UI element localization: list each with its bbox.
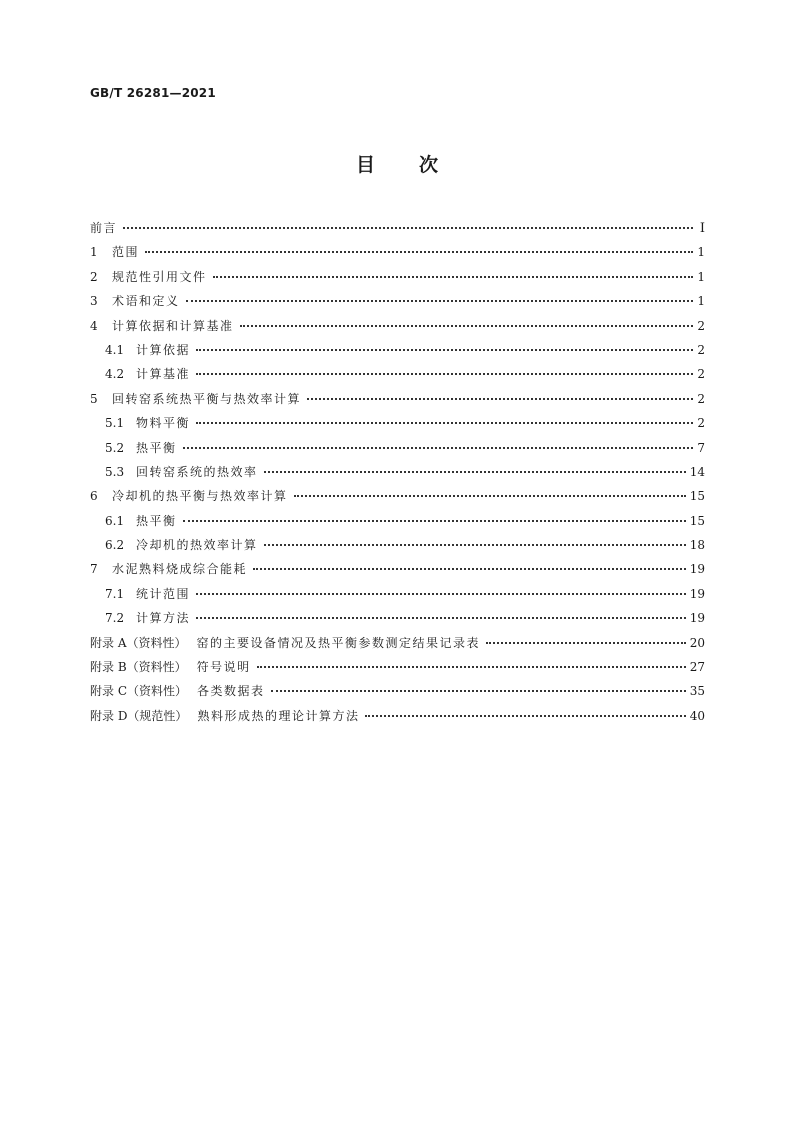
toc-entry-page: 2	[697, 391, 705, 406]
toc-leader-dots	[196, 616, 686, 619]
toc-entry-7-2[interactable]	[90, 606, 705, 630]
toc-entry-5-1[interactable]	[90, 411, 705, 435]
toc-annex-label: 附录 C（资料性）	[90, 684, 187, 699]
toc-entry-page: 35	[689, 684, 705, 699]
toc-leader-dots	[253, 567, 686, 570]
toc-entry-7[interactable]	[90, 557, 705, 581]
toc-entry-text: 计算依据和计算基准	[112, 318, 234, 333]
toc-entry-number: 2	[90, 269, 98, 284]
toc-entry-text: 范围	[112, 245, 140, 260]
toc-entry-foreword[interactable]	[90, 216, 705, 240]
toc-entry-text: 计算基准	[136, 367, 191, 382]
toc-entry-text: 熟料形成热的理论计算方法	[197, 708, 360, 723]
toc-leader-dots	[294, 494, 686, 497]
toc-entry-3[interactable]	[90, 289, 705, 313]
toc-entry-2[interactable]	[90, 265, 705, 289]
toc-entry-number: 5.1	[105, 416, 125, 431]
toc-leader-dots	[196, 592, 686, 595]
toc-entry-page: 1	[697, 294, 705, 309]
toc-entry-page: 2	[697, 367, 705, 382]
toc-leader-dots	[271, 689, 686, 692]
toc-entry-number: 4.1	[105, 342, 125, 357]
toc-entry-text: 规范性引用文件	[112, 269, 207, 284]
toc-leader-dots	[264, 470, 686, 473]
toc-entry-text: 统计范围	[136, 586, 191, 601]
standard-code: GB/T 26281—2021	[90, 86, 216, 100]
toc-entry-7-1[interactable]	[90, 582, 705, 606]
toc-entry-4[interactable]	[90, 314, 705, 338]
toc-entry-6-2[interactable]	[90, 533, 705, 557]
toc-entry-page: 2	[697, 342, 705, 357]
toc-entry-page: 19	[689, 611, 705, 626]
toc-entry-number: 3	[90, 294, 98, 309]
toc-entry-text: 热平衡	[136, 440, 177, 455]
toc-entry-page: Ⅰ	[699, 221, 705, 236]
toc-entry-4-2[interactable]	[90, 362, 705, 386]
toc-leader-dots	[307, 397, 693, 400]
toc-entry-number: 5.3	[105, 464, 125, 479]
toc-leader-dots	[213, 275, 693, 278]
toc-leader-dots	[196, 372, 693, 375]
toc-entry-text: 回转窑系统的热效率	[136, 464, 258, 479]
toc-entry-page: 19	[689, 562, 705, 577]
toc-leader-dots	[145, 250, 693, 253]
toc-entry-page: 27	[689, 660, 705, 675]
toc-entry-page: 19	[689, 586, 705, 601]
toc-leader-dots	[196, 348, 693, 351]
toc-entry-page: 20	[689, 635, 705, 650]
toc-entry-5[interactable]	[90, 387, 705, 411]
toc-entry-5-2[interactable]	[90, 436, 705, 460]
toc-entry-page: 1	[697, 269, 705, 284]
toc-annex-label: 附录 B（资料性）	[90, 660, 187, 675]
toc-entry-text: 符号说明	[196, 660, 251, 675]
toc-leader-dots	[240, 324, 693, 327]
toc-entry-number: 6	[90, 489, 98, 504]
toc-entry-number: 4	[90, 318, 98, 333]
toc-entry-number: 6.2	[105, 538, 125, 553]
toc-leader-dots	[196, 421, 693, 424]
toc-entry-text: 窑的主要设备情况及热平衡参数测定结果记录表	[196, 635, 480, 650]
toc-entry-text: 计算依据	[136, 342, 191, 357]
toc-entry-4-1[interactable]	[90, 338, 705, 362]
toc-entry-number: 7.2	[105, 611, 125, 626]
toc-annex-label: 附录 D（规范性）	[90, 708, 188, 723]
toc-leader-dots	[123, 226, 693, 229]
toc-leader-dots	[264, 543, 686, 546]
toc-annex-label: 附录 A（资料性）	[90, 635, 187, 650]
toc-entry-number: 4.2	[105, 367, 125, 382]
toc-entry-text: 回转窑系统热平衡与热效率计算	[112, 391, 302, 406]
toc-entry-number: 5	[90, 391, 98, 406]
toc-entry-6[interactable]	[90, 484, 705, 508]
toc-entry-page: 40	[689, 708, 705, 723]
toc-entry-text: 计算方法	[136, 611, 191, 626]
toc-entry-text: 前言	[90, 221, 118, 235]
toc-entry-annex-c[interactable]	[90, 679, 705, 703]
toc-entry-text: 冷却机的热平衡与热效率计算	[112, 489, 288, 504]
toc-entry-page: 2	[697, 318, 705, 333]
toc-entry-1[interactable]	[90, 240, 705, 264]
toc-leader-dots	[257, 665, 686, 668]
toc-entry-number: 1	[90, 245, 98, 260]
toc-leader-dots	[365, 714, 685, 717]
toc-entry-number: 6.1	[105, 513, 125, 528]
toc-entry-page: 1	[697, 245, 705, 260]
toc-entry-5-3[interactable]	[90, 460, 705, 484]
toc-entry-6-1[interactable]	[90, 509, 705, 533]
toc-entry-number: 7	[90, 562, 98, 577]
toc-leader-dots	[183, 446, 693, 449]
toc-entry-text: 各类数据表	[197, 684, 265, 699]
toc-entry-text: 术语和定义	[112, 294, 180, 309]
toc-leader-dots	[486, 641, 686, 644]
toc-entry-page: 15	[689, 513, 705, 528]
toc-entry-page: 7	[697, 440, 705, 455]
toc-entry-page: 15	[689, 489, 705, 504]
toc-entry-number: 7.1	[105, 586, 125, 601]
toc-entry-page: 2	[697, 416, 705, 431]
toc-entry-annex-b[interactable]	[90, 655, 705, 679]
toc-entry-page: 18	[689, 538, 705, 553]
toc-leader-dots	[186, 299, 693, 302]
toc-entry-annex-a[interactable]	[90, 631, 705, 655]
table-of-contents	[90, 216, 705, 728]
toc-entry-annex-d[interactable]	[90, 704, 705, 728]
toc-entry-page: 14	[689, 464, 705, 479]
toc-entry-text: 水泥熟料烧成综合能耗	[112, 562, 248, 577]
toc-entry-text: 物料平衡	[136, 416, 191, 431]
toc-entry-text: 热平衡	[136, 513, 177, 528]
toc-entry-text: 冷却机的热效率计算	[136, 538, 258, 553]
toc-entry-number: 5.2	[105, 440, 125, 455]
toc-leader-dots	[183, 519, 686, 522]
page-title: 目次	[355, 154, 482, 176]
